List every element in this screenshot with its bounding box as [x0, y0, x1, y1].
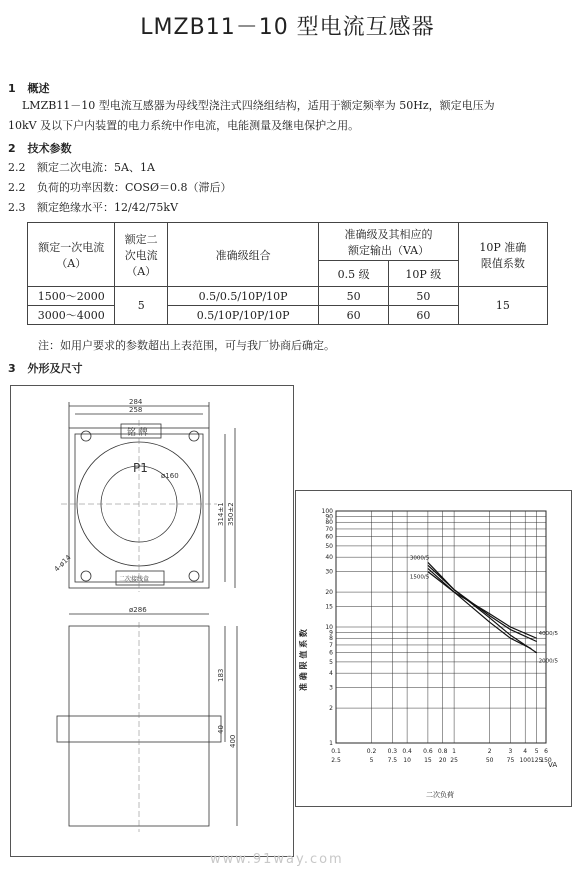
dim-40: 40 — [217, 725, 225, 734]
cell-combo: 0.5/10P/10P/10P — [167, 306, 318, 325]
y-tick-label: 100 — [321, 508, 333, 515]
limit-factor-chart — [296, 491, 571, 806]
x-tick-label-va: 75 — [506, 757, 515, 764]
x-tick-label-va: 100 — [519, 757, 531, 764]
series-label: 4000/5 — [538, 631, 559, 638]
y-tick-label: 70 — [325, 525, 333, 533]
y-tick-label: 15 — [325, 603, 333, 611]
section-number: 2 — [8, 142, 16, 155]
x-tick-label: 0.2 — [366, 748, 377, 755]
section-number: 1 — [8, 82, 16, 95]
y-tick-label: 6 — [329, 649, 333, 657]
mounting-hole — [81, 431, 91, 441]
mounting-hole — [189, 571, 199, 581]
y-tick-label: 10 — [325, 624, 333, 631]
section-2-heading — [8, 140, 72, 156]
table-note: 注：如用户要求的参数超出上表范围，可与我厂协商后确定。 — [38, 339, 335, 352]
x-tick-label: 2 — [487, 748, 492, 755]
y-tick-label: 8 — [329, 635, 333, 643]
cell-secondary: 5 — [115, 287, 167, 325]
x-tick-label-va: 10 — [403, 757, 411, 764]
dim-284: 284 — [129, 398, 143, 406]
section-1-heading — [8, 80, 50, 96]
param-item — [8, 178, 231, 197]
chart-frame — [295, 490, 572, 807]
side-flange — [57, 716, 221, 742]
x-tick-label-va: 15 — [424, 757, 432, 764]
series-line — [428, 562, 537, 641]
param-item — [8, 198, 178, 217]
x-tick-label-va: 2.5 — [331, 757, 341, 764]
header-class-10p: 10P 级 — [389, 261, 459, 287]
cell-primary: 3000～4000 — [28, 306, 115, 325]
y-tick-label: 9 — [329, 629, 333, 637]
x-tick-label: 0.4 — [402, 748, 412, 755]
cell-combo: 0.5/0.5/10P/10P — [167, 287, 318, 306]
y-tick-label: 4 — [329, 670, 333, 678]
x-tick-label: 3 — [508, 748, 513, 755]
header-rated-output: 准确级及其相应的 额定输出（VA） — [319, 223, 458, 261]
cell-output-10p: 60 — [389, 306, 459, 325]
x-tick-label-va: 25 — [450, 757, 458, 764]
section-title: 技术参数 — [27, 142, 72, 155]
p1-label: P1 — [133, 461, 148, 475]
section-number: 3 — [8, 362, 16, 375]
section-title: 外形及尺寸 — [27, 362, 83, 375]
dim-183: 183 — [217, 668, 225, 682]
x-tick-label: 5 — [534, 748, 539, 755]
x-tick-label: 6 — [544, 748, 548, 755]
y-tick-label: 5 — [329, 658, 333, 666]
x-tick-label-va: 5 — [369, 757, 374, 764]
watermark: www.91way.com — [210, 852, 344, 867]
y-tick-label: 7 — [329, 641, 333, 649]
page-title: LMZB11－10 型电流互感器 — [140, 15, 435, 40]
x-unit-label: VA — [548, 761, 558, 769]
x-tick-label: 0.3 — [387, 748, 398, 755]
dim-258: 258 — [129, 406, 143, 414]
section-3-heading — [8, 360, 83, 376]
y-axis-label: 准 确 限 值 系 数 — [299, 629, 308, 691]
series-label: 1500/5 — [409, 574, 430, 581]
x-tick-label-va: 7.5 — [387, 757, 398, 764]
mounting-hole — [189, 431, 199, 441]
dim-dia160: ø160 — [161, 472, 179, 480]
series-label: 2000/5 — [538, 658, 559, 665]
header-limit-factor: 10P 准确 限值系数 — [458, 223, 547, 287]
x-tick-labels — [331, 748, 552, 764]
x-axis-label: 二次负荷 — [426, 791, 454, 799]
nameplate-label: 铭 牌 — [127, 428, 148, 438]
header-class-05: 0.5 级 — [319, 261, 389, 287]
terminal-label: 二次接线盒 — [119, 576, 150, 583]
x-tick-label-va: 20 — [438, 757, 447, 764]
param-num: 2.2 — [8, 161, 26, 174]
dim-350: 350±2 — [227, 502, 235, 526]
param-num: 2.3 — [8, 201, 26, 214]
header-accuracy-combo: 准确级组合 — [167, 223, 318, 287]
dim-dia286: ø286 — [129, 606, 147, 614]
overview-line-1: LMZB11－10 型电流互感器为母线型浇注式四绕组结构，适用于额定频率为 50Hz，额定电压为 — [22, 99, 495, 112]
x-tick-label-va: 50 — [485, 757, 494, 764]
cell-primary: 1500～2000 — [28, 287, 115, 306]
y-tick-label: 30 — [325, 568, 333, 576]
param-text: 额定绝缘水平：12/42/75kV — [37, 201, 179, 214]
param-item — [8, 158, 155, 177]
dim-400: 400 — [229, 734, 237, 748]
dim-hole: 4-ø14 — [52, 553, 73, 574]
y-tick-label: 3 — [329, 684, 333, 692]
outline-drawing-frame — [10, 385, 294, 857]
series-label: 3000/5 — [409, 555, 430, 562]
y-tick-label: 90 — [325, 513, 333, 521]
x-tick-label-va: 150 — [540, 757, 552, 764]
x-tick-label: 4 — [523, 748, 528, 755]
y-tick-label: 50 — [325, 542, 333, 550]
param-text: 额定二次电流：5A、1A — [37, 161, 155, 174]
chart-grid — [336, 511, 546, 743]
param-text: 负荷的功率因数：COSØ＝0.8（滞后） — [37, 181, 232, 194]
param-num: 2.2 — [8, 181, 26, 194]
x-tick-label-va: 125 — [530, 757, 543, 764]
cell-output-10p: 50 — [389, 287, 459, 306]
header-secondary-current: 额定二 次电流 （A） — [115, 223, 167, 287]
dim-314: 314±1 — [217, 502, 225, 526]
y-tick-label: 60 — [325, 533, 333, 541]
header-primary-current: 额定一次电流 （A） — [28, 223, 115, 287]
table-row — [28, 287, 548, 306]
y-tick-label: 40 — [325, 554, 333, 562]
overview-line-2: 10kV 及以下户内装置的电力系统中作电流，电能测量及继电保护之用。 — [8, 119, 360, 132]
x-tick-label: 0.6 — [423, 748, 433, 755]
x-tick-label: 0.8 — [437, 748, 448, 755]
cell-output-05: 50 — [319, 287, 389, 306]
y-tick-label: 1 — [329, 740, 333, 747]
y-tick-labels — [322, 508, 334, 747]
x-tick-label: 1 — [452, 748, 457, 755]
cell-limit-factor: 15 — [458, 287, 547, 325]
y-tick-label: 2 — [329, 705, 333, 713]
x-tick-label: 0.1 — [331, 748, 341, 755]
y-tick-label: 20 — [325, 589, 333, 597]
mounting-hole — [81, 571, 91, 581]
spec-table — [27, 222, 548, 325]
outline-drawing — [11, 386, 293, 856]
cell-output-05: 60 — [319, 306, 389, 325]
section-title: 概述 — [27, 82, 50, 95]
series-line — [428, 572, 537, 639]
y-tick-label: 80 — [325, 519, 333, 527]
